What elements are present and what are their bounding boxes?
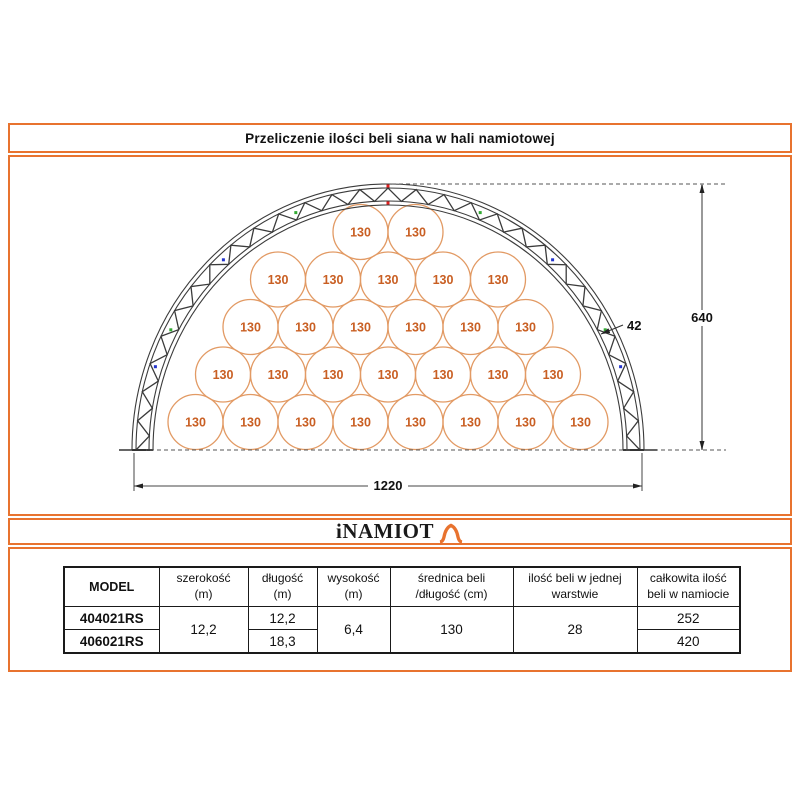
hay-bale-diameter-label: 130 <box>185 415 206 430</box>
hay-bale-diameter-label: 130 <box>350 225 371 240</box>
joint-marker <box>387 202 390 205</box>
title-bar <box>8 123 792 153</box>
hay-bale-diameter-label: 130 <box>240 320 261 335</box>
dimension-width-label: 1220 <box>373 478 403 493</box>
hay-bale-diameter-label: 130 <box>515 415 536 430</box>
truss-arch <box>132 184 644 450</box>
col-header-szerokosc: szerokość (m) <box>159 567 248 607</box>
col-header-model: MODEL <box>64 567 159 607</box>
col-header-ilosc-warstwa: ilość beli w jednej warstwie <box>513 567 637 607</box>
hay-bales <box>168 205 608 450</box>
page-title: Przeliczenie ilości beli siana w hali namiotowej <box>245 130 555 146</box>
hay-bale-diameter-label: 130 <box>487 273 509 287</box>
hay-bale-diameter-label: 130 <box>405 415 426 430</box>
col-header-calkowita: całkowita ilość beli w namiocie <box>637 567 740 607</box>
hay-bale-diameter-label: 130 <box>432 368 454 382</box>
table-header-row <box>64 567 740 607</box>
tent-cross-section-diagram <box>12 157 792 518</box>
joint-marker <box>169 328 172 331</box>
brand-logo-text: iNAMIOT <box>336 519 434 543</box>
hay-bale-diameter-label: 130 <box>240 415 261 430</box>
joint-marker <box>604 328 607 331</box>
cell-model-2: 406021RS <box>64 630 159 654</box>
logo-bar <box>8 518 792 545</box>
hay-bale-diameter-label: 130 <box>542 368 564 382</box>
cell-szerokosc: 12,2 <box>159 607 248 654</box>
col-header-srednica: średnica beli /długość (cm) <box>390 567 513 607</box>
hay-bale-diameter-label: 130 <box>322 273 344 287</box>
joint-marker <box>222 258 225 261</box>
dimension-height-label: 640 <box>691 310 713 325</box>
hay-bale-diameter-label: 130 <box>432 273 454 287</box>
col-header-wysokosc: wysokość (m) <box>317 567 390 607</box>
joint-marker <box>387 185 390 188</box>
hay-bale-diameter-label: 130 <box>295 415 316 430</box>
hay-bale-diameter-label: 130 <box>295 320 316 335</box>
hay-bale-diameter-label: 130 <box>570 415 591 430</box>
hay-bale-diameter-label: 130 <box>460 320 481 335</box>
dimension-truss-depth-label: 42 <box>627 318 642 333</box>
hay-bale-diameter-label: 130 <box>515 320 536 335</box>
cell-dlugosc-2: 18,3 <box>248 630 317 654</box>
table-row <box>64 607 740 630</box>
hay-bale-diameter-label: 130 <box>487 368 509 382</box>
joint-marker <box>551 258 554 261</box>
hay-bale-diameter-label: 130 <box>405 320 426 335</box>
spec-table <box>63 566 741 654</box>
cell-calkowita-1: 252 <box>637 607 740 630</box>
cell-wysokosc: 6,4 <box>317 607 390 654</box>
hay-bale-diameter-label: 130 <box>350 320 371 335</box>
tent-icon <box>438 522 464 544</box>
hay-bale-diameter-label: 130 <box>322 368 344 382</box>
cell-dlugosc-1: 12,2 <box>248 607 317 630</box>
hay-bale-diameter-label: 130 <box>377 368 399 382</box>
hay-bale-diameter-label: 130 <box>267 368 289 382</box>
cell-ilosc-warstwa: 28 <box>513 607 637 654</box>
hay-bale-diameter-label: 130 <box>460 415 481 430</box>
cell-model-1: 404021RS <box>64 607 159 630</box>
hay-bale-diameter-label: 130 <box>377 273 399 287</box>
joint-marker <box>479 211 482 214</box>
joint-marker <box>154 365 157 368</box>
table-panel <box>8 547 792 672</box>
hay-bale-diameter-label: 130 <box>267 273 289 287</box>
hay-bale-diameter-label: 130 <box>350 415 371 430</box>
cell-srednica: 130 <box>390 607 513 654</box>
diagram-panel <box>8 155 792 516</box>
cell-calkowita-2: 420 <box>637 630 740 654</box>
hay-bale-diameter-label: 130 <box>212 368 234 382</box>
col-header-dlugosc: długość (m) <box>248 567 317 607</box>
joint-marker <box>619 365 622 368</box>
hay-bale-diameter-label: 130 <box>405 225 426 240</box>
joint-marker <box>294 211 297 214</box>
